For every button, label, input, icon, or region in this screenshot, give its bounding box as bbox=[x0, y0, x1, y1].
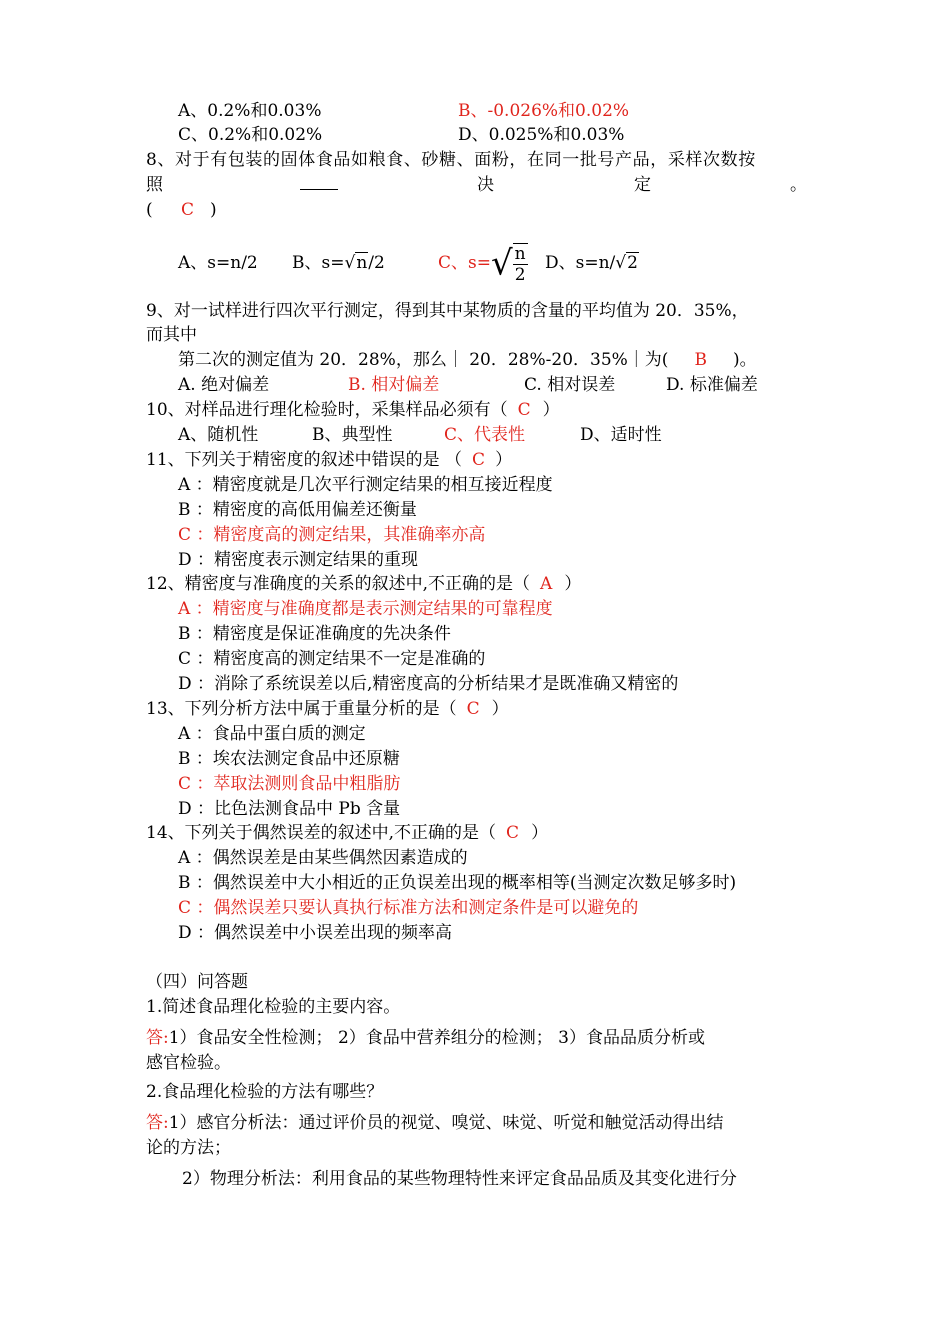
q12-stem-text: 12、精密度与准确度的关系的叙述中,不正确的是（ bbox=[146, 574, 531, 594]
q10-option-c-answer: C、代表性 bbox=[444, 425, 526, 445]
q9-option-b-answer: B. 相对偏差 bbox=[348, 375, 440, 395]
q12-option-c: C ：精密度高的测定结果不一定是准确的 bbox=[178, 649, 486, 669]
q11-answer: C bbox=[472, 450, 486, 470]
q13-stem-end: ） bbox=[491, 699, 509, 719]
section4-heading: （四）问答题 bbox=[146, 972, 248, 992]
sqrt-symbol: √ bbox=[490, 243, 513, 284]
q12-stem bbox=[146, 573, 581, 595]
q14-option-b: B ：偶然误差中大小相近的正负误差出现的概率相等(当测定次数足够多时) bbox=[178, 873, 737, 893]
q10-stem bbox=[146, 399, 560, 421]
q13-answer: C bbox=[466, 699, 480, 719]
q11-stem-end: ） bbox=[495, 450, 513, 470]
q14-stem-text: 14、下列关于偶然误差的叙述中,不正确的是（ bbox=[146, 823, 497, 843]
q14-stem-end: ） bbox=[531, 823, 549, 843]
q8-option-c-numerator: n bbox=[514, 243, 526, 264]
q13-option-a: A ：食品中蛋白质的测定 bbox=[178, 724, 366, 744]
q9-stem-line2: 而其中 bbox=[146, 325, 197, 345]
q8-option-b-suffix: /2 bbox=[368, 253, 385, 273]
q8-option-c-answer bbox=[438, 238, 528, 289]
q13-option-d: D ：比色法测食品中 Pb 含量 bbox=[178, 799, 401, 819]
q12-stem-end: ） bbox=[564, 574, 582, 594]
q11-option-c-answer: C ：精密度高的测定结果，其准确率亦高 bbox=[178, 525, 486, 545]
q9-option-c: C. 相对误差 bbox=[524, 375, 616, 395]
q8-stem-line1: 8、对于有包装的固体食品如粮食、砂糖、面粉，在同一批号产品，采样次数按 bbox=[146, 150, 756, 170]
q7-option-c: C、0.2%和0.02% bbox=[178, 125, 323, 145]
q14-option-c-answer: C ：偶然误差只要认真执行标准方法和测定条件是可以避免的 bbox=[178, 898, 639, 918]
q7-option-d: D、0.025%和0.03% bbox=[458, 125, 625, 145]
q8-paren-close: ) bbox=[210, 200, 217, 220]
q8-option-c-prefix: C、s= bbox=[438, 253, 491, 273]
q8-stem-line2-mid: 决 bbox=[477, 175, 494, 195]
q14-option-a: A ：偶然误差是由某些偶然因素造成的 bbox=[178, 848, 468, 868]
q11-stem-text: 11、下列关于精密度的叙述中错误的是 （ bbox=[146, 450, 463, 470]
q9-stem-line1: 9、对一试样进行四次平行测定，得到其中某物质的含量的平均值为 20．35%， bbox=[146, 301, 749, 321]
q10-answer: C bbox=[517, 400, 531, 420]
q10-stem-end: ） bbox=[542, 400, 560, 420]
q8-option-b-prefix: B、s= bbox=[292, 253, 345, 273]
q8-option-b-radicand: n bbox=[356, 253, 368, 273]
q8-option-c-denominator: 2 bbox=[514, 264, 526, 285]
q10-option-a: A、随机性 bbox=[178, 425, 259, 445]
q14-answer: C bbox=[506, 823, 520, 843]
q12-option-d: D ：消除了系统误差以后,精密度高的分析结果才是既准确又精密的 bbox=[178, 674, 679, 694]
q8-stem-line2-period: 。 bbox=[790, 175, 807, 195]
q11-option-d: D ：精密度表示测定结果的重现 bbox=[178, 550, 419, 570]
section4-answer-2-line3: 2）物理分析法：利用食品的某些物理特性来评定食品品质及其变化进行分 bbox=[182, 1169, 737, 1189]
q12-option-b: B ：精密度是保证准确度的先决条件 bbox=[178, 624, 451, 644]
section4-question-2: 2.食品理化检验的方法有哪些？ bbox=[146, 1082, 384, 1102]
q14-stem bbox=[146, 822, 548, 844]
sqrt-symbol: √2 bbox=[615, 253, 638, 273]
q8-option-d-radicand: 2 bbox=[627, 253, 638, 273]
q8-option-d-prefix: D、s=n/ bbox=[545, 253, 616, 273]
q8-option-d bbox=[545, 252, 639, 274]
q9-option-d: D. 标准偏差 bbox=[666, 375, 758, 395]
q9-option-a: A. 绝对偏差 bbox=[178, 375, 270, 395]
q13-stem-text: 13、下列分析方法中属于重量分析的是（ bbox=[146, 699, 457, 719]
section4-question-1: 1.简述食品理化检验的主要内容。 bbox=[146, 997, 401, 1017]
q13-option-c-answer: C ：萃取法测则食品中粗脂肪 bbox=[178, 774, 401, 794]
q13-option-b: B ：埃农法测定食品中还原糖 bbox=[178, 749, 400, 769]
answer-label: 答: bbox=[146, 1113, 169, 1133]
q9-stem-line3 bbox=[178, 349, 757, 371]
section4-answer-1-line1 bbox=[146, 1027, 705, 1049]
section4-answer-2-text: 1）感官分析法：通过评价员的视觉、嗅觉、味觉、听觉和触觉活动得出结 bbox=[168, 1113, 724, 1133]
q8-answer: C bbox=[181, 200, 195, 220]
q11-option-a: A ：精密度就是几次平行测定结果的相互接近程度 bbox=[178, 475, 553, 495]
q10-option-b: B、典型性 bbox=[312, 425, 393, 445]
q9-stem-line3-end: )。 bbox=[732, 350, 757, 370]
q12-answer: A bbox=[540, 574, 553, 594]
q8-option-b bbox=[292, 252, 385, 274]
q10-option-d: D、适时性 bbox=[580, 425, 662, 445]
q7-option-b-answer: B、-0.026%和0.02% bbox=[458, 101, 630, 121]
q8-option-a: A、s=n/2 bbox=[178, 253, 258, 273]
q9-answer: B bbox=[694, 350, 707, 370]
q8-stem-line2-start: 照 bbox=[146, 175, 163, 195]
q13-stem bbox=[146, 698, 509, 720]
q8-option-c-fraction bbox=[513, 243, 528, 285]
section4-answer-1-text: 1）食品安全性检测； 2）食品中营养组分的检测； 3）食品品质分析或 bbox=[168, 1028, 705, 1048]
q8-paren-open: ( bbox=[146, 200, 153, 220]
q10-stem-text: 10、对样品进行理化检验时，采集样品必须有（ bbox=[146, 400, 508, 420]
q9-stem-line3-text: 第二次的测定值为 20．28%，那么｜ 20．28%-20．35%｜为( bbox=[178, 350, 669, 370]
section4-answer-2-line2: 论的方法； bbox=[146, 1138, 231, 1158]
q12-option-a-answer: A ：精密度与准确度都是表示测定结果的可靠程度 bbox=[178, 599, 553, 619]
section4-answer-2-line1 bbox=[146, 1112, 724, 1134]
q11-stem bbox=[146, 449, 512, 471]
answer-label: 答: bbox=[146, 1028, 169, 1048]
q7-option-a: A、0.2%和0.03% bbox=[178, 101, 322, 121]
q14-option-d: D ：偶然误差中小误差出现的频率高 bbox=[178, 923, 453, 943]
sqrt-symbol: √n bbox=[344, 253, 368, 273]
q8-stem-line2-end: 定 bbox=[634, 175, 651, 195]
q11-option-b: B ：精密度的高低用偏差还衡量 bbox=[178, 500, 417, 520]
q8-answer-blank bbox=[300, 174, 338, 196]
section4-answer-1-line2: 感官检验。 bbox=[146, 1053, 231, 1073]
